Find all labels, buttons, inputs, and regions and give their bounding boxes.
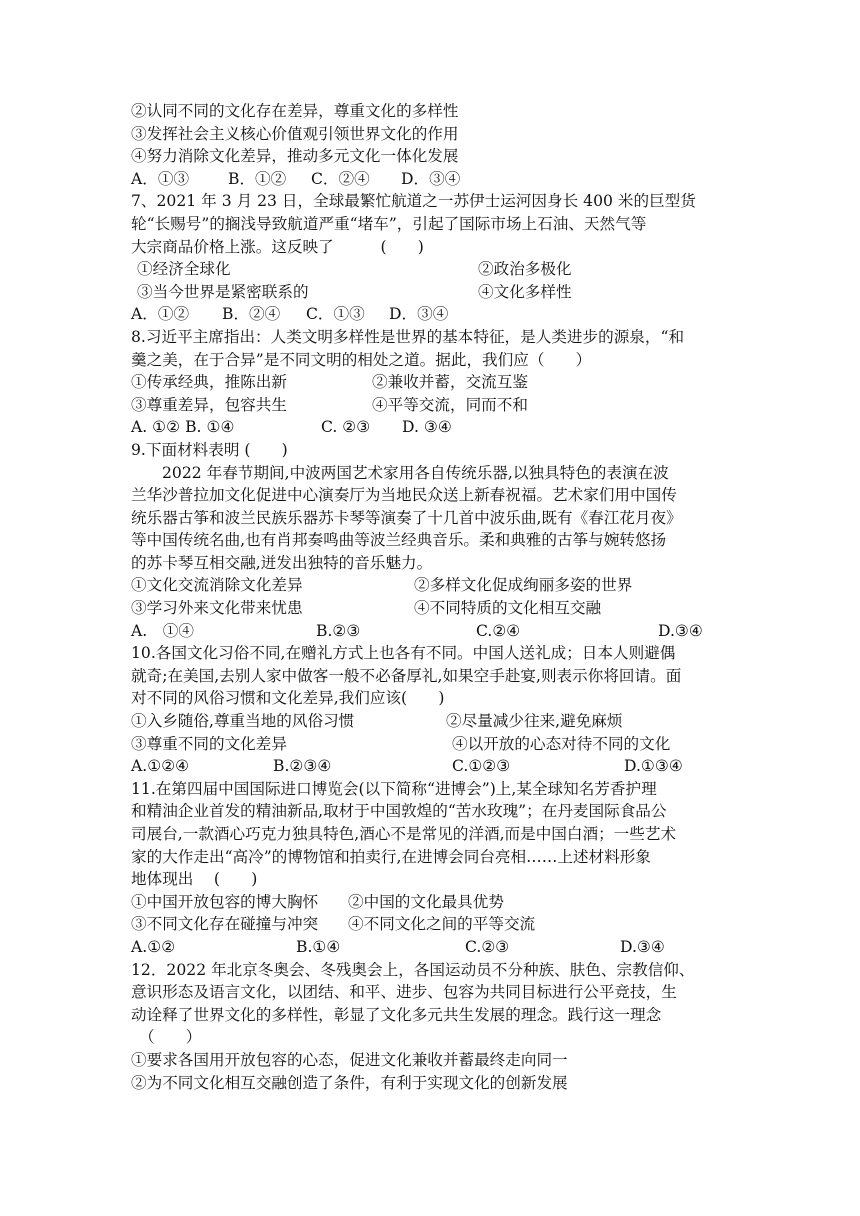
choice-a: A. ①④ <box>131 621 194 640</box>
option: ②尽量减少往来,避免麻烦 <box>446 712 623 731</box>
answer-choices <box>131 168 741 191</box>
choice-a: A．①③ <box>131 169 190 188</box>
answer-choices <box>131 755 741 778</box>
choice-a: A.①② <box>131 937 176 956</box>
question-8-text: 8.习近平主席指出：人类文明多样性是世界的基本特征，是人类进步的源泉，“和 <box>131 327 685 346</box>
text-line: 统乐器古筝和波兰民族乐器苏卡琴等演奏了十几首中波乐曲,既有《春江花月夜》 <box>131 508 682 527</box>
document-page <box>131 100 741 1094</box>
choice-d: D.③④ <box>658 621 703 640</box>
question-10-text: 10.各国文化习俗不同,在赠礼方式上也各有不同。中国人送礼成；日本人则避偶 <box>131 644 676 663</box>
option: ③不同文化存在碰撞与冲突 <box>131 915 319 934</box>
option: ②多样文化促成绚丽多姿的世界 <box>414 576 633 595</box>
option: ①经济全球化 <box>137 260 231 279</box>
answer-choices <box>131 620 741 643</box>
answer-choices <box>131 416 741 439</box>
text-line: 大宗商品价格上涨。这反映了 ( ) <box>131 237 424 256</box>
text-line: 地体现出 ( ) <box>131 870 258 889</box>
option: ②政治多极化 <box>478 260 572 279</box>
option-row <box>131 733 741 756</box>
text-line: 就奇;在美国,去别人家中做客一般不必备厚礼,如果空手赴宴,则表示你将回请。面 <box>131 666 682 685</box>
text-line: ③发挥社会主义核心价值观引领世界文化的作用 <box>131 124 459 143</box>
text-line: ④努力消除文化差异，推动多元文化一体化发展 <box>131 147 459 166</box>
text-line: 轮“长赐号”的搁浅导致航道严重“堵车”，引起了国际市场上石油、天然气等 <box>131 214 647 233</box>
choice-b: B.②③④ <box>273 757 332 776</box>
choice-a: A.①②④ <box>131 757 190 776</box>
choice-b: B.①④ <box>296 937 341 956</box>
option: ③尊重差异，包容共生 <box>131 395 287 414</box>
option-row <box>131 394 741 417</box>
option: ③学习外来文化带来忧患 <box>131 599 303 618</box>
option-row <box>131 281 741 304</box>
option: ①入乡随俗,尊重当地的风俗习惯 <box>131 712 355 731</box>
text-line: （ ） <box>139 1028 202 1047</box>
text-line: 和精油企业首发的精油新品,取材于中国敦煌的“苦水玫瑰”；在丹麦国际食品公 <box>131 802 667 821</box>
option: ①要求各国用开放包容的心态，促进文化兼收并蓄最终走向同一 <box>131 1050 568 1069</box>
answer-choices <box>131 936 741 959</box>
option: ④不同文化之间的平等交流 <box>348 915 536 934</box>
text-line: 家的大作走出“高冷”的博物馆和拍卖行,在进博会同台亮相……上述材料形象 <box>131 847 651 866</box>
text-line: 等中国传统名曲,也有肖邦奏鸣曲等波兰经典音乐。柔和典雅的古筝与婉转悠扬 <box>131 531 667 550</box>
text-line: 司展台,一款酒心巧克力独具特色,酒心不是常见的洋酒,而是中国白酒；一些艺术 <box>131 825 677 843</box>
choice-b: B．②④ <box>222 305 281 324</box>
choice-b: B.②③ <box>316 621 361 640</box>
option-row <box>131 574 741 597</box>
text-line: 兰华沙普拉加文化促进中心演奏厅为当地民众送上新春祝福。艺术家们用中国传 <box>131 486 677 505</box>
text-line: 动诠释了世界文化的多样性，彰显了文化多元共生发展的理念。践行这一理念 <box>131 1005 662 1024</box>
choice-c: C.②④ <box>476 621 521 640</box>
text-line: ②认同不同的文化存在差异，尊重文化的多样性 <box>131 102 459 120</box>
option-row <box>131 371 741 394</box>
choice-d: D.①③④ <box>624 757 683 776</box>
option: ③尊重不同的文化差异 <box>131 734 287 753</box>
choice-a-b: A. ①② B. ①④ <box>131 418 235 437</box>
option-row <box>131 597 741 620</box>
option: ①中国开放包容的博大胸怀 <box>131 892 319 911</box>
option-row <box>131 258 741 281</box>
option-row <box>131 891 741 914</box>
choice-d: D. ③④ <box>402 418 452 437</box>
choice-d: D．③④ <box>401 169 461 188</box>
option-row <box>131 710 741 733</box>
choice-a: A．①② <box>131 305 190 324</box>
text-line: 对不同的风俗习惯和文化差异,我们应该( ) <box>131 689 445 708</box>
text-line: 2022 年春节期间,中波两国艺术家用各自传统乐器,以独具特色的表演在波 <box>162 463 669 482</box>
option: ④文化多样性 <box>478 282 572 301</box>
option-row <box>131 913 741 936</box>
text-line: 意识形态及语言文化，以团结、和平、进步、包容为共同目标进行公平竞技，生 <box>131 983 677 1002</box>
question-12-text: 12．2022 年北京冬奥会、冬残奥会上，各国运动员不分种族、肤色、宗教信仰、 <box>131 960 695 979</box>
option: ②兼收并蓄，交流互鉴 <box>372 373 528 392</box>
answer-choices <box>131 303 741 326</box>
choice-c: C.①②③ <box>452 757 511 776</box>
choice-c: C. ②③ <box>321 418 371 437</box>
choice-d: D.③④ <box>620 937 665 956</box>
option: ②中国的文化最具优势 <box>348 892 504 911</box>
option: ④平等交流，同而不和 <box>372 395 528 414</box>
choice-b: B．①② <box>228 169 287 188</box>
option: ④以开放的心态对待不同的文化 <box>452 734 671 753</box>
question-9-text: 9.下面材料表明 ( ) <box>131 440 288 459</box>
choice-d: D．③④ <box>389 305 449 324</box>
choice-c: C．②④ <box>311 169 370 188</box>
option: ①文化交流消除文化差异 <box>131 576 303 595</box>
text-line: 的苏卡琴互相交融,迸发出独特的音乐魅力。 <box>131 553 433 572</box>
choice-c: C.②③ <box>465 937 510 956</box>
question-7-text: 7、2021 年 3 月 23 日，全球最繁忙航道之一苏伊士运河因身长 400 米的巨型货 <box>131 192 696 211</box>
question-11-text: 11.在第四届中国国际进口博览会(以下简称“进博会”)上,某全球知名芳香护理 <box>131 779 657 798</box>
choice-c: C．①③ <box>306 305 365 324</box>
option: ②为不同文化相互交融创造了条件，有利于实现文化的创新发展 <box>131 1073 568 1092</box>
text-line: 羹之美，在于合异”是不同文明的相处之道。据此，我们应（ ） <box>131 350 592 369</box>
option: ③当今世界是紧密联系的 <box>137 282 309 301</box>
option: ④不同特质的文化相互交融 <box>414 599 602 618</box>
option: ①传承经典，推陈出新 <box>131 373 287 392</box>
